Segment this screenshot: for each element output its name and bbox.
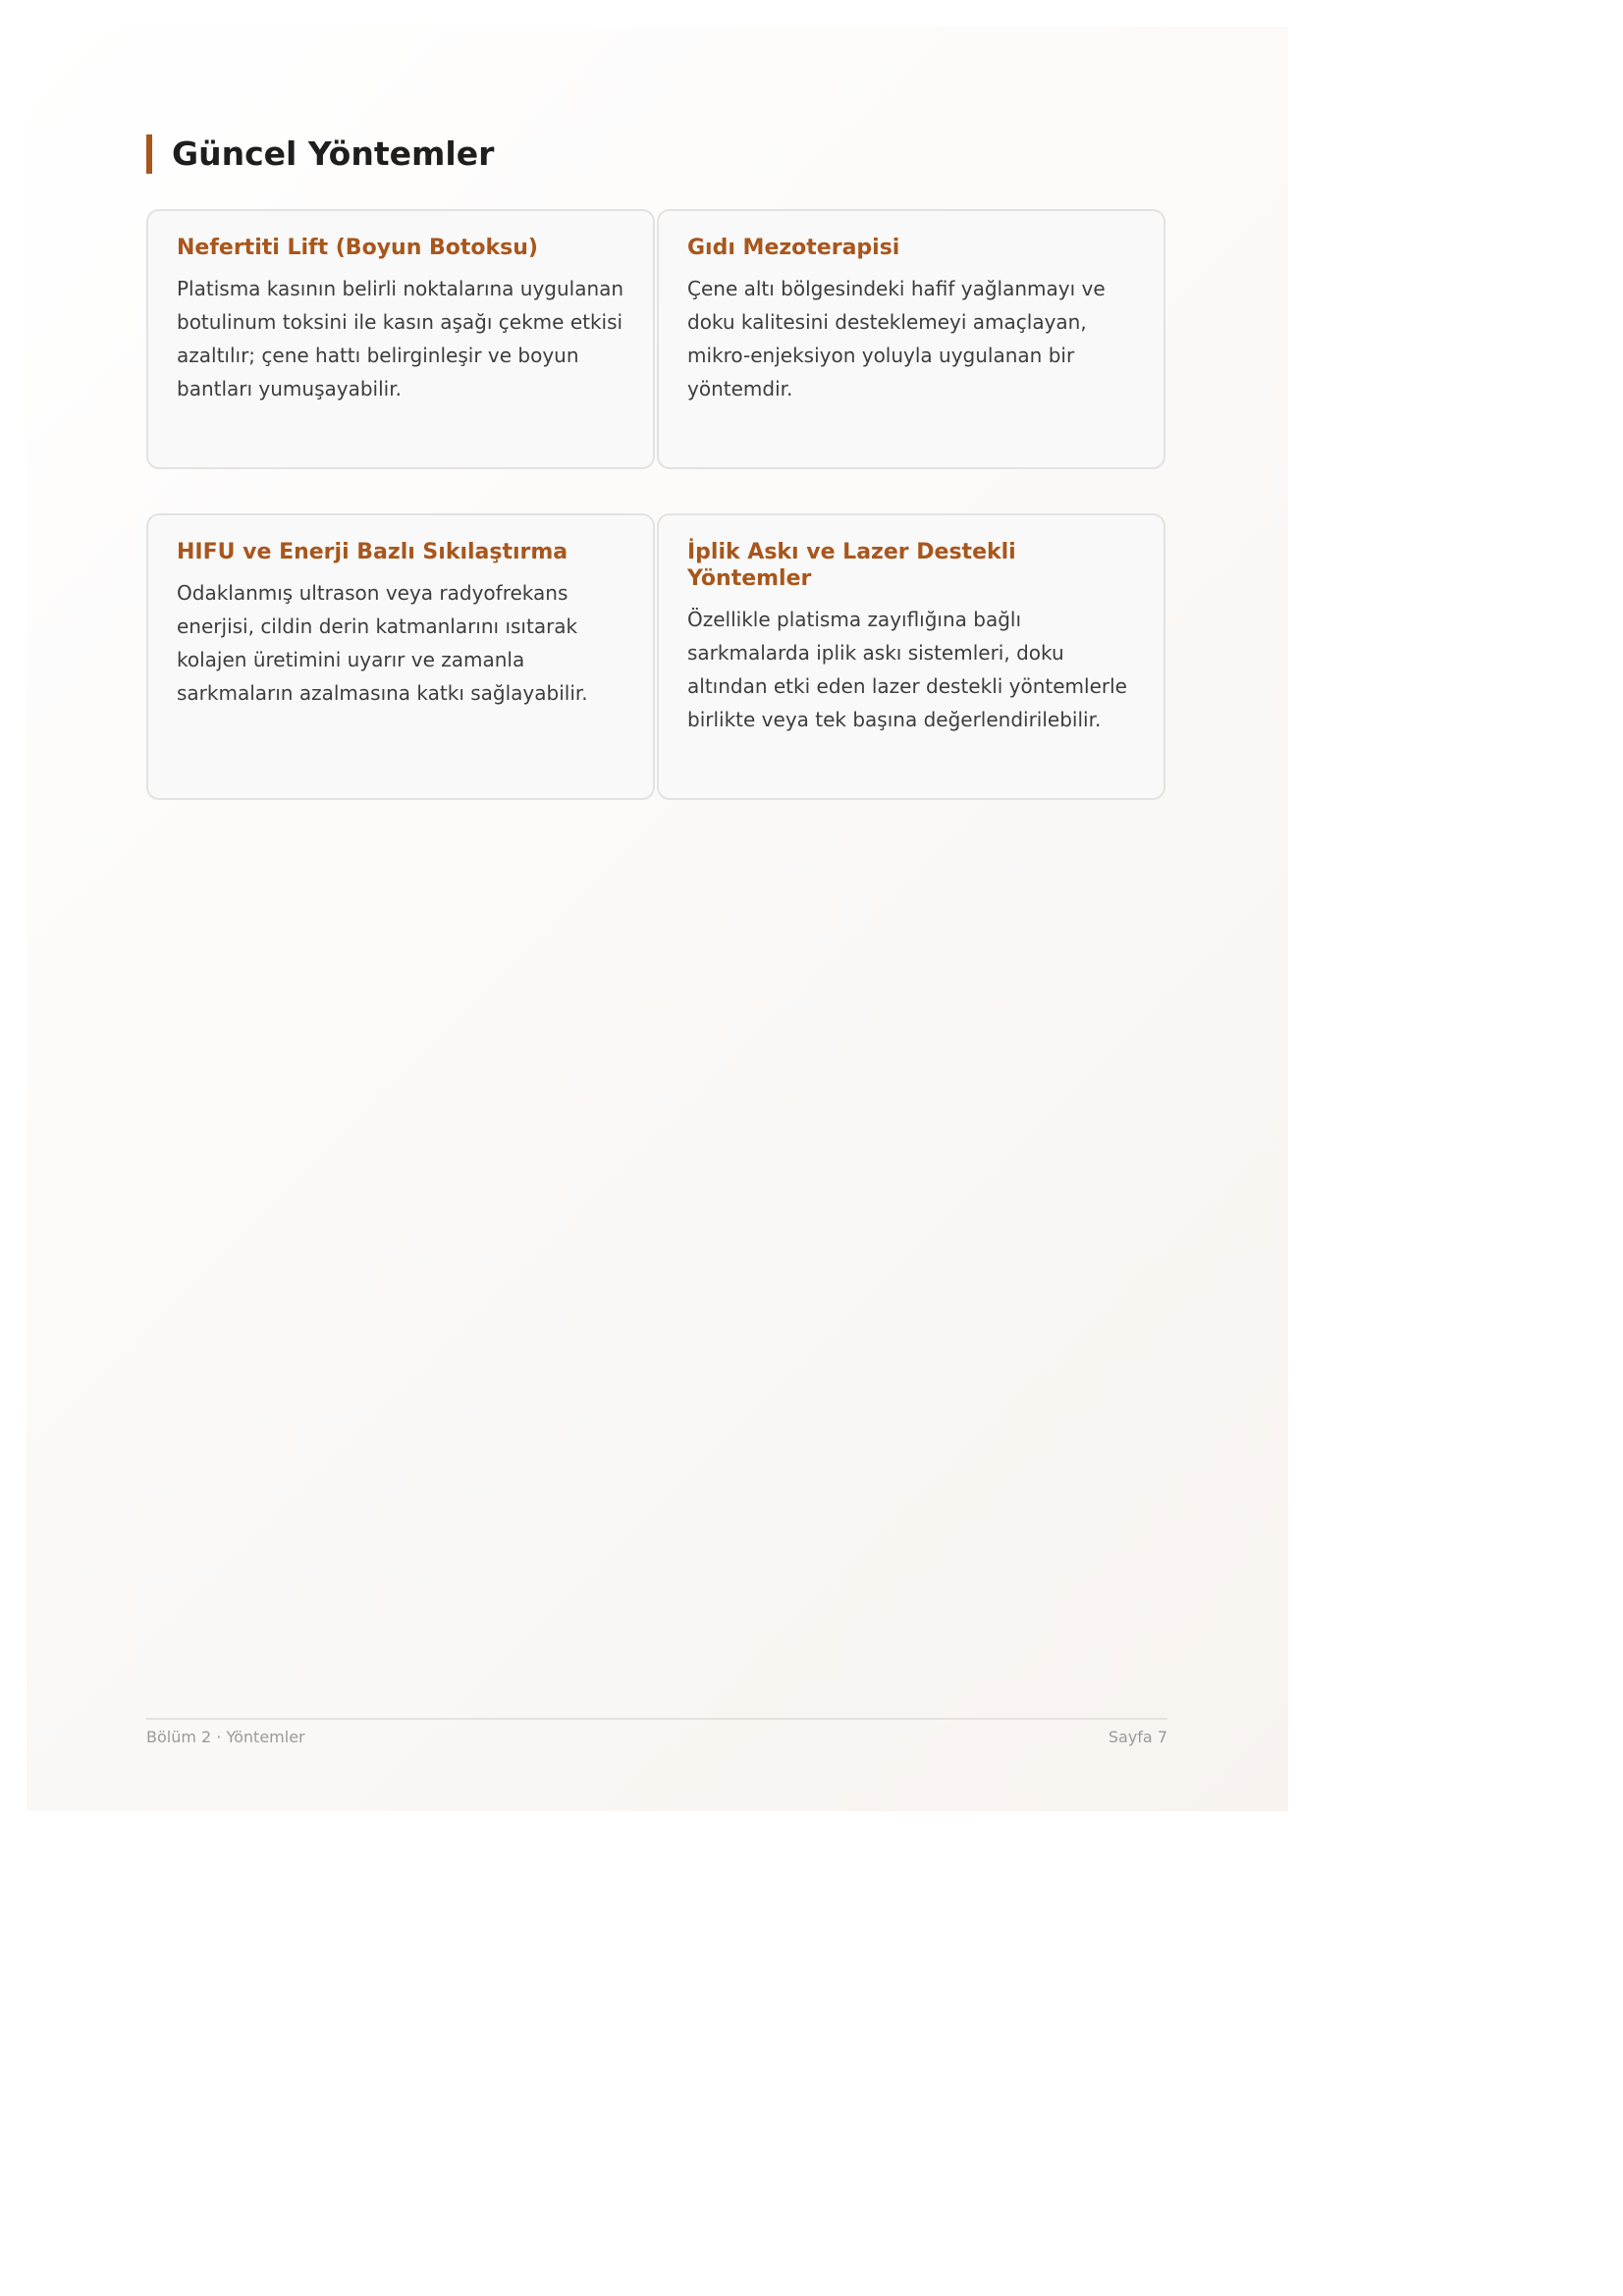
card-body: Çene altı bölgesindeki hafif yağlanmayı ve doku kalitesini desteklemeyi amaçlayan, mikro-enjeksiyon yoluyla uygulanan bir yöntemdir. xyxy=(687,277,1106,400)
footer-page-number: Sayfa 7 xyxy=(1108,1728,1167,1746)
method-card-iplik-aski xyxy=(657,513,1165,800)
card-body: Platisma kasının belirli noktalarına uygulanan botulinum toksini ile kasın aşağı çekme etkisi azaltılır; çene hattı belirginleşir ve boyun bantları yumuşayabilir. xyxy=(177,277,624,400)
card-body: Özellikle platisma zayıflığına bağlı sarkmalarda iplik askı sistemleri, doku altından etki eden lazer destekli yöntemlerle birlikte veya tek başına değerlendirilebilir. xyxy=(687,608,1127,731)
page-footer xyxy=(146,1718,1167,1747)
card-title: İplik Askı ve Lazer Destekli Yöntemler xyxy=(687,540,1016,591)
method-card-gidi-mezoterapisi xyxy=(657,209,1165,469)
method-card-nefertiti-lift xyxy=(146,209,655,469)
card-body: Odaklanmış ultrason veya radyofrekans enerjisi, cildin derin katmanlarını ısıtarak kolajen üretimini uyarır ve zamanla sarkmaların azalmasına katkı sağlayabilir. xyxy=(177,581,588,705)
footer-chapter-label: Bölüm 2 · Yöntemler xyxy=(146,1728,305,1746)
method-card-hifu xyxy=(146,513,655,800)
card-title: HIFU ve Enerji Bazlı Sıkılaştırma xyxy=(177,540,568,564)
document-page xyxy=(27,27,1288,1811)
card-title: Nefertiti Lift (Boyun Botoksu) xyxy=(177,236,538,260)
card-title: Gıdı Mezoterapisi xyxy=(687,236,900,260)
section-title: Güncel Yöntemler xyxy=(146,134,494,174)
